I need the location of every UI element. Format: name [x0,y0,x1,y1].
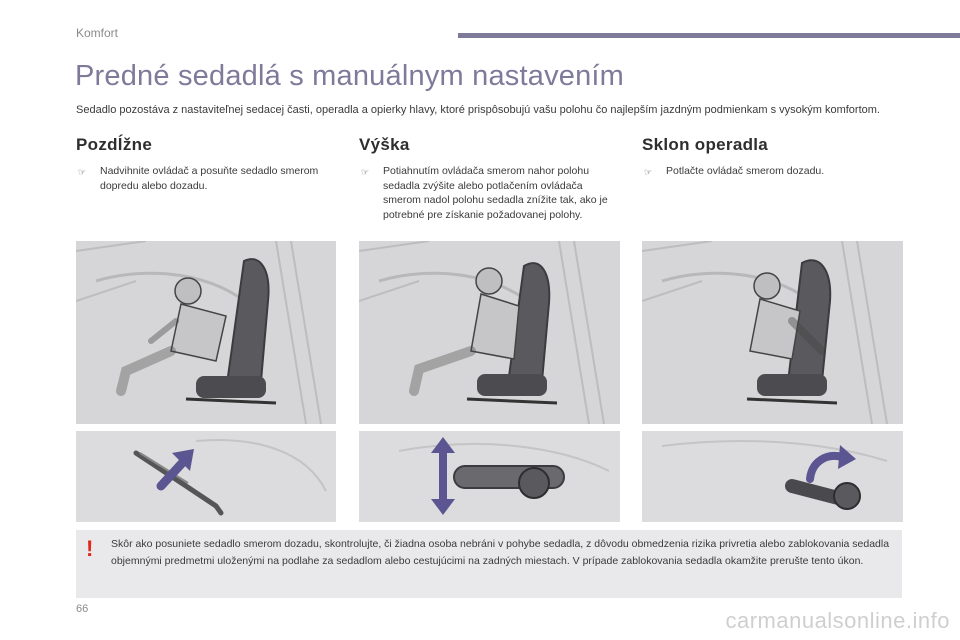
backrest-lever-detail [642,431,903,522]
header-accent-bar [458,33,960,38]
page-title: Predné sedadlá s manuálnym nastavením [75,60,625,92]
longitudinal-lever-detail [76,431,336,522]
column-height [359,135,609,222]
instruction-text: Nadvihnite ovládač a posuňte sedadlo smerom dopredu alebo dozadu. [100,165,319,192]
column-heading: Pozdĺžne [76,135,153,154]
instruction-item [642,164,892,179]
instruction-text: Potiahnutím ovládača smerom nahor polohu sedadla zvýšite alebo potlačením ovládača smerom nadol polohu sedadla znížite tak, ako je potrebné pre získanie požadovanej polohy. [383,165,608,221]
warning-box [76,530,902,598]
warning-icon: ! [86,536,94,561]
section-label: Komfort [76,26,119,40]
instruction-item [359,164,609,222]
height-lever-detail [359,431,620,522]
page-number: 66 [76,603,89,615]
seat-height-illustration [359,241,620,424]
column-backrest [642,135,892,179]
bullet-icon: ☞ [644,167,653,177]
watermark: carmanualsonline.info [725,608,950,633]
intro-paragraph: Sedadlo pozostáva z nastaviteľnej sedacej časti, operadla a opierky hlavy, ktoré prispôsobujú vašu polohu čo najlepším jazdným podmienkam s vysokým komfortom. [76,104,880,116]
seat-backrest-illustration [642,241,903,424]
column-heading: Sklon operadla [642,135,769,154]
seat-longitudinal-illustration [76,241,336,424]
bullet-icon: ☞ [361,167,370,177]
instruction-item [76,164,326,193]
column-longitudinal [76,135,326,193]
bullet-icon: ☞ [78,167,87,177]
warning-text: Skôr ako posuniete sedadlo smerom dozadu, skontrolujte, či žiadna osoba nebráni v pohybe sedadla, z dôvodu obmedzenia rizika privretia alebo zablokovania sedadla objemnými predmetmi uloženými na podlahe za sedadlom alebo cestujúcimi na zadných miestach. V prípade zablokovania sedadla okamžite prerušte tento úkon. [111,538,890,567]
column-heading: Výška [359,135,410,154]
instruction-text: Potlačte ovládač smerom dozadu. [666,165,825,177]
